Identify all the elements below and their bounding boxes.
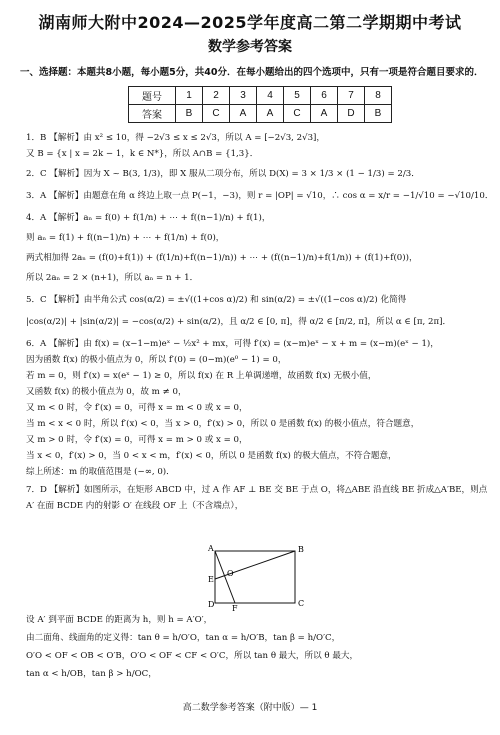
solution-line: 4．A 【解析】aₙ = f(0) + f(1/n) + ⋯ + f((n−1)/n) + f(1)，: [26, 213, 271, 223]
table-cell: A: [311, 105, 338, 123]
table-cell: C: [203, 105, 230, 123]
solution-line: 由二面角、线面角的定义得：tan θ = h/O′O，tan α = h/O′B，tan β = h/O′C，: [26, 633, 341, 643]
solution-line: 当 m < x < 0 时，所以 f′(x) < 0，当 x > 0，f′(x) > 0，所以 0 是函数 f(x) 的极小值点，符合题意，: [26, 419, 420, 429]
table-cell: B: [365, 105, 392, 123]
solution-line: 又 m > 0 时，令 f′(x) = 0，可得 x = m > 0 或 x = 0，: [26, 435, 248, 445]
table-cell: C: [284, 105, 311, 123]
table-cell: A: [257, 105, 284, 123]
table-cell: B: [176, 105, 203, 123]
label-o: O: [227, 569, 234, 578]
table-cell: 8: [365, 87, 392, 105]
solution-line: 又 B = {x | x = 2k − 1，k ∈ N*}，所以 A∩B = {1,3}．: [26, 149, 259, 159]
answer-table: [128, 86, 392, 123]
solution-line: 若 m = 0，则 f′(x) = x(eˣ − 1) ≥ 0，所以 f(x) 在 R 上单调递增，故函数 f(x) 无极小值，: [26, 371, 377, 381]
table-cell: 3: [230, 87, 257, 105]
solution-line: 7．D 【解析】如图所示，在矩形 ABCD 中，过 A 作 AF ⊥ BE 交 BE 于点 O，将△ABE 沿直线 BE 折成△A′BE，则点: [26, 485, 488, 495]
page-title: 湖南师大附中2024—2025学年度高二第二学期期中考试: [38, 13, 462, 32]
solution-line: 又 m < 0 时，令 f′(x) = 0，可得 x = m < 0 或 x = 0，: [26, 403, 248, 413]
solution-line: 又函数 f(x) 的极小值点为 0，故 m ≠ 0，: [26, 387, 187, 397]
solution-line: O′O < OF < OB < O′B，O′O < OF < CF < O′C，所以 tan θ 最大，所以 θ 最大，: [26, 651, 359, 661]
rectangle-fold-figure: [207, 543, 307, 611]
solution-line: 两式相加得 2aₙ = (f(0)+f(1)) + (f(1/n)+f((n−1)/n)) + ⋯ + (f((n−1)/n)+f(1/n)) + (f(1)+f(0))，: [26, 253, 418, 263]
solution-line: 则 aₙ = f(1) + f((n−1)/n) + ⋯ + f(1/n) + f(0)，: [26, 233, 225, 243]
table-cell: 6: [311, 87, 338, 105]
label-e: E: [208, 575, 214, 584]
table-row: [129, 105, 392, 123]
table-cell: D: [338, 105, 365, 123]
solution-line: 设 A′ 到平面 BCDE 的距离为 h，则 h = A′O′，: [26, 615, 213, 625]
solution-line: 6．A 【解析】由 f(x) = (x−1−m)eˣ − ½x² + mx，可得 f′(x) = (x−m)eˣ − x + m = (x−m)(eˣ − 1)，: [26, 339, 439, 349]
solution-line: A′ 在面 BCDE 内的射影 O′ 在线段 OF 上（不含端点），: [26, 501, 244, 511]
solution-line: 2．C 【解析】因为 X ~ B(3, 1/3)，即 X 服从二项分布，所以 D(X) = 3 × 1/3 × (1 − 1/3) = 2/3．: [26, 169, 420, 179]
table-header-label: 题号: [129, 87, 176, 105]
label-d: D: [208, 600, 215, 609]
solution-line: tan α < h/OB，tan β > h/OC，: [26, 669, 157, 679]
solution-line: 1．B 【解析】由 x² ≤ 10，得 −2√3 ≤ x ≤ 2√3，所以 A = [−2√3, 2√3]，: [26, 133, 325, 143]
solutions-part2: [26, 612, 486, 682]
table-cell: 5: [284, 87, 311, 105]
table-row: [129, 87, 392, 105]
label-f: F: [232, 604, 238, 611]
table-cell: 2: [203, 87, 230, 105]
solution-line: 5．C 【解析】由半角公式 cos(α/2) = ±√((1+cos α)/2) 和 sin(α/2) = ±√((1−cos α)/2) 化简得: [26, 295, 407, 305]
solution-line: 综上所述：m 的取值范围是 (−∞, 0)．: [26, 467, 175, 477]
solution-line: 3．A 【解析】由题意在角 α 终边上取一点 P(−1，−3)，则 r = |OP| = √10，∴ cos α = x/r = −1/√10 = −√10/10．: [26, 191, 494, 201]
table-cell: 1: [176, 87, 203, 105]
section-heading: 一、选择题：本题共8小题，每小题5分，共40分．在每小题给出的四个选项中，只有一项是符合题目要求的．: [20, 67, 484, 78]
solution-line: 因为函数 f(x) 的极小值点为 0，所以 f′(0) = (0−m)(e⁰ − 1) = 0，: [26, 355, 287, 365]
solution-line: 当 x < 0，f′(x) > 0，当 0 < x < m，f′(x) < 0，所以 0 是函数 f(x) 的极大值点，不符合题意，: [26, 451, 397, 461]
solution-line: |cos(α/2)| + |sin(α/2)| = −cos(α/2) + sin(α/2)，且 α/2 ∈ [0, π]，得 α/2 ∈ [π/2, π]，所以 α ∈ [π, 2π]．: [26, 317, 452, 327]
table-cell: 4: [257, 87, 284, 105]
page-subtitle: 数学参考答案: [208, 39, 292, 55]
table-cell: A: [230, 105, 257, 123]
label-a: A: [208, 544, 214, 553]
label-c: C: [298, 599, 305, 608]
solutions-part1: [26, 130, 494, 514]
table-cell: 7: [338, 87, 365, 105]
page-footer: 高二数学参考答案（附中版）— 1: [182, 703, 318, 713]
solution-line: 所以 2aₙ = 2 × (n+1)，所以 aₙ = n + 1．: [26, 273, 199, 283]
label-b: B: [298, 545, 304, 554]
table-answer-label: 答案: [129, 105, 176, 123]
